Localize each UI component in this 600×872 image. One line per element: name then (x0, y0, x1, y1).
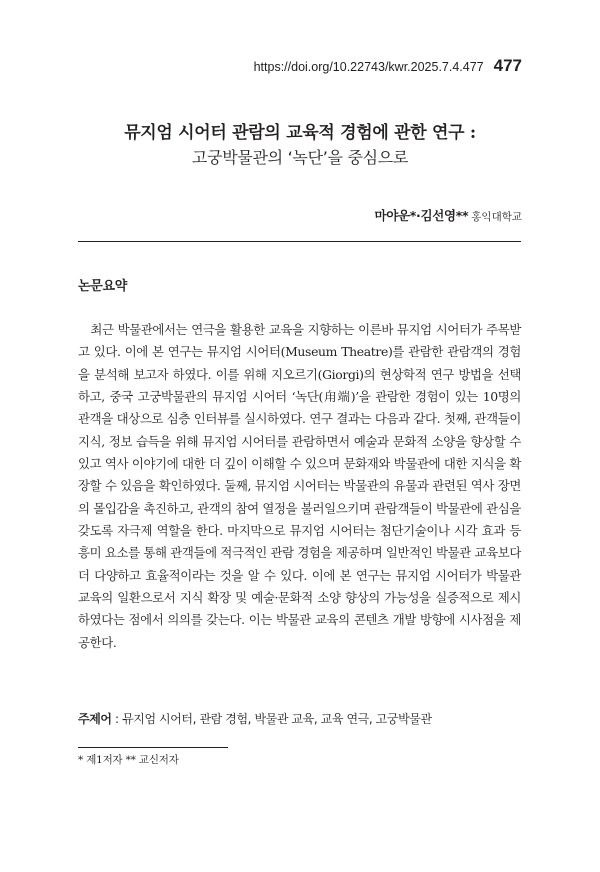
abstract-heading: 논문요약 (78, 279, 128, 294)
author-names: 마야운*·김선영** (374, 208, 469, 223)
doi-link[interactable]: https://doi.org/10.22743/kwr.2025.7.4.477 (253, 60, 484, 74)
running-header (254, 56, 522, 78)
author-line (374, 206, 522, 224)
footnote-divider (78, 747, 228, 748)
keywords-list: 뮤지엄 시어터, 관람 경험, 박물관 교육, 교육 연극, 고궁박물관 (122, 712, 432, 726)
header-divider (78, 241, 521, 242)
keywords-label: 주제어 (78, 712, 112, 726)
keywords-line (78, 710, 521, 727)
keywords-separator: : (111, 712, 123, 726)
paper-title: 뮤지엄 시어터 관람의 교육적 경험에 관한 연구 : (124, 123, 476, 143)
page-number: 477 (493, 56, 522, 75)
abstract-body: 최근 박물관에서는 연극을 활용한 교육을 지향하는 이른바 뮤지엄 시어터가 주목받고 있다. 이에 본 연구는 뮤지엄 시어터(Museum Theatre)를 관람한 관람객의 경험을 분석해 보고자 하였다. 이를 위해 지오르기(Giorgi)의 현상학적 연구 방법을 선택하고, 중국 고궁박물관의 뮤지엄 시어터 ‘녹단(甪端)’을 관람한 경험이 있는 10명의 관객을 대상으로 심층 인터뷰를 실시하였다. 연구 결과는 다음과 같다. 첫째, 관객들이 지식, 정보 습득을 위해 뮤지엄 시어터를 관람하면서 예술과 문화적 소양을 향상할 수 있고 역사 이야기에 대한 더 깊이 이해할 수 있으며 문화재와 박물관에 대한 지식을 확장할 수 있음을 확인하였다. 둘째, 뮤지엄 시어터는 박물관의 유물과 관련된 역사 장면의 몰입감을 촉진하고, 관객의 참여 열정을 불러일으키며 관람객들이 박물관에 관심을 갖도록 자극제 역할을 한다. 마지막으로 뮤지엄 시어터는 첨단기술이나 시각 효과 등 흥미 요소를 통해 관객들에 적극적인 관람 경험을 제공하며 일반적인 박물관 교육보다 더 다양하고 효율적이라는 것을 알 수 있다. 이에 본 연구는 뮤지엄 시어터가 박물관 교육의 일환으로서 지식 확장 및 예술·문화적 소양 향상의 가능성을 실증적으로 제시하였다는 점에서 의의를 갖는다. 이는 박물관 교육의 콘텐츠 개발 방향에 시사점을 제공한다. (78, 322, 521, 650)
paper-subtitle: 고궁박물관의 ‘녹단’을 중심으로 (191, 148, 409, 167)
author-affiliation: 홍익대학교 (471, 211, 522, 223)
footnote: * 제1저자 ** 교신저자 (78, 754, 179, 766)
